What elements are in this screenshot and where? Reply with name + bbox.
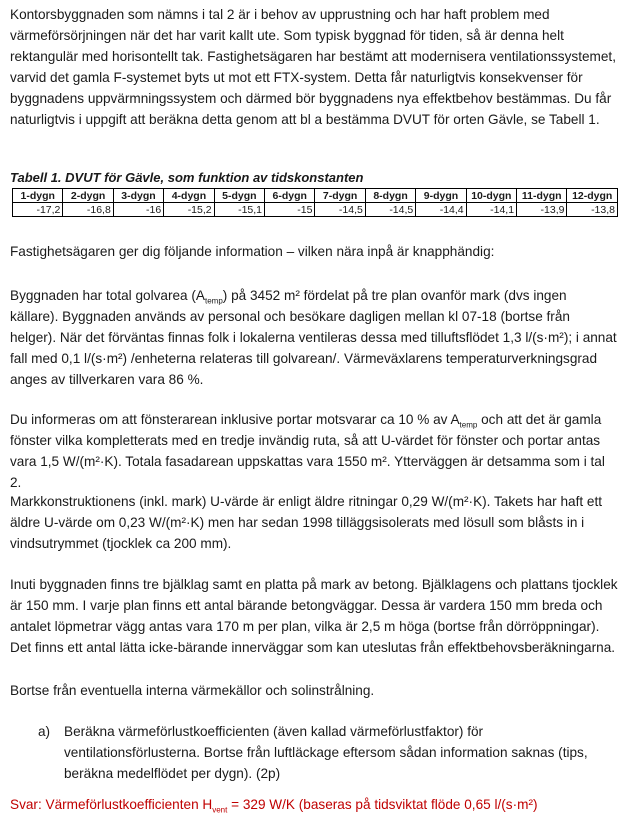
table-header-cell: 12-dygn: [567, 189, 618, 203]
table-value-cell: -14,1: [466, 203, 516, 217]
table-header-row: [13, 189, 618, 203]
subscript: vent: [212, 805, 228, 815]
table-header-cell: 10-dygn: [466, 189, 516, 203]
table-value-cell: -15,1: [214, 203, 264, 217]
table-header-cell: 3-dygn: [113, 189, 163, 203]
intro-paragraph: Kontorsbyggnaden som nämns i tal 2 är i behov av upprustning och har haft problem med värmeförsörjningen när det har varit kallt ute. Som typisk byggnad för tiden, så är denna helt rektangulär med horisontellt tak. Fastighetsägaren har bestämt att modernisera ventilationssystemet, varvid det gamla F-systemet byts ut mot ett FTX-system. Detta får naturligtvis konsekvenser för byggnadens uppvärmningssystem och därmed bör byggnadens nya effektbehov bestämmas. Du får naturligtvis i uppgift att beräkna detta genom att bl a bestämma DVUT för orten Gävle, se Tabell 1.: [10, 7, 616, 127]
info-intro-paragraph: Fastighetsägaren ger dig följande information – vilken nära inpå är knapphändig:: [10, 244, 495, 259]
table-header-cell: 6-dygn: [265, 189, 315, 203]
ignore-paragraph: Bortse från eventuella interna värmekällor och solinstrålning.: [10, 683, 375, 698]
table-value-cell: -13,8: [567, 203, 618, 217]
table-value-cell: -15: [265, 203, 315, 217]
table-caption: Tabell 1. DVUT för Gävle, som funktion av tidskonstanten: [10, 170, 364, 185]
text-span: ) på 3452 m² fördelat på tre plan ovanför mark (dvs ingen källare). Byggnaden används av personal och besökare dagligen mellan kl 07-18 (bortse från helger). När det förväntas finnas folk i lokalerna ventileras dessa med tilluftsflödet 1,3 l/(s·m²); i annat fall med 0,1 l/(s·m²) /enheterna relateras till golvarean/. Värmeväxlarens temperaturverkningsgrad anges av tillverkaren vara 86 %.: [10, 288, 617, 387]
table-value-cell: -14,5: [365, 203, 415, 217]
table-header-cell: 9-dygn: [416, 189, 466, 203]
table-header-cell: 2-dygn: [63, 189, 113, 203]
table-header-cell: 7-dygn: [315, 189, 365, 203]
floor-area-paragraph: [10, 285, 618, 390]
subscript: temp: [459, 420, 478, 430]
text-span: = 329 W/K (baseras på tidsviktat flöde 0,65 l/(s·m²): [227, 797, 538, 812]
text-span: och att det är gamla fönster vilka kompletterats med en tredje invändig ruta, så att U-värdet för fönster och portar antas vara 1,5 W/(m²·K). Totala fasadarean uppskattas vara 1550 m². Ytterväggen är detsamma som i tal 2.: [10, 412, 605, 490]
ground-roof-paragraph: Markkonstruktionens (inkl. mark) U-värde är enligt äldre ritningar 0,29 W/(m²·K). Takets har haft ett äldre U-värde om 0,23 W/(m²·K) men har sedan 1998 tilläggsisolerats med lösull som blåsts in i vindsutrymmet (tjocklek ca 200 mm).: [10, 494, 603, 551]
window-paragraph: [10, 409, 618, 493]
table-header-cell: 4-dygn: [164, 189, 214, 203]
dvut-table: [12, 188, 618, 217]
question-a: [38, 721, 618, 784]
answer-line: [10, 794, 538, 815]
table-value-cell: -14,5: [315, 203, 365, 217]
table-header-cell: 11-dygn: [517, 189, 567, 203]
table-header-cell: 8-dygn: [365, 189, 415, 203]
question-text: Beräkna värmeförlustkoefficienten (även kallad värmeförlustfaktor) för ventilationsförlusterna. Bortse från luftläckage eftersom sådan information saknas (tips, beräkna medelflödet per dygn). (2p): [64, 724, 588, 781]
table-value-cell: -14,4: [416, 203, 466, 217]
table-value-cell: -16: [113, 203, 163, 217]
text-span: Byggnaden har total golvarea (A: [10, 288, 205, 303]
table-value-cell: -15,2: [164, 203, 214, 217]
table-header-cell: 1-dygn: [13, 189, 63, 203]
table-value-cell: -17,2: [13, 203, 63, 217]
question-label: a): [38, 724, 51, 739]
table-header-cell: 5-dygn: [214, 189, 264, 203]
text-span: Svar: Värmeförlustkoefficienten H: [10, 797, 213, 812]
table-value-cell: -16,8: [63, 203, 113, 217]
interior-paragraph: Inuti byggnaden finns tre bjälklag samt en platta på mark av betong. Bjälklagens och plattans tjocklek är 150 mm. I varje plan finns ett antal bärande betongväggar. Dessa är vardera 150 mm breda och antalet löpmetrar vägg antas vara 170 m per plan, vilka är 2,5 m höga (bortse från dörröppningar). Det finns ett antal lätta icke-bärande innerväggar som kan uteslutas från effektbehovsberäkningarna.: [10, 577, 618, 655]
text-span: Du informeras om att fönsterarean inklusive portar motsvarar ca 10 % av A: [10, 412, 460, 427]
table-value-row: [13, 203, 618, 217]
subscript: temp: [204, 296, 223, 306]
table-value-cell: -13,9: [517, 203, 567, 217]
